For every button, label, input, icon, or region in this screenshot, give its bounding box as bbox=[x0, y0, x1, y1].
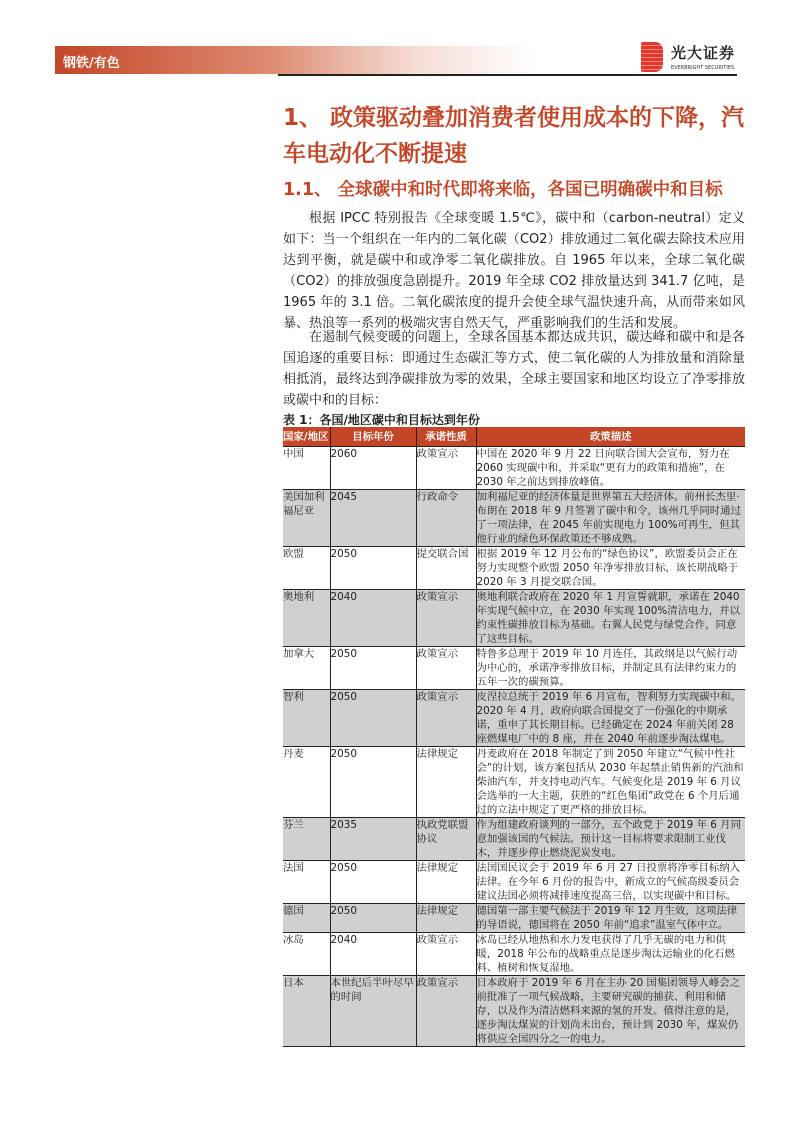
cell-desc: 德国第一部主要气候法于 2019 年 12 月生效，这项法律的导语说，德国将在 2050 年前“追求”温室气体中立。 bbox=[476, 904, 745, 933]
cell-year: 2045 bbox=[330, 490, 416, 547]
table-row bbox=[283, 976, 745, 1047]
cell-nature: 政策宣示 bbox=[416, 590, 476, 647]
brand-logo bbox=[641, 42, 735, 72]
table-row bbox=[283, 861, 745, 904]
cell-country: 加拿大 bbox=[283, 647, 330, 690]
carbon-neutral-table bbox=[283, 427, 745, 1047]
cell-country: 欧盟 bbox=[283, 547, 330, 590]
table-row bbox=[283, 490, 745, 547]
cell-country: 德国 bbox=[283, 904, 330, 933]
cell-country: 冰岛 bbox=[283, 933, 330, 976]
section-header-bar bbox=[55, 46, 535, 74]
cell-nature: 法律规定 bbox=[416, 904, 476, 933]
section-title: 1.1、 全球碳中和时代即将来临，各国已明确碳中和目标 bbox=[283, 180, 723, 200]
cell-desc: 冰岛已经从地热和水力发电获得了几乎无碳的电力和供暖，2018 年公布的战略重点是逐步淘汰运输业的化石燃料、植树和恢复湿地。 bbox=[476, 934, 735, 974]
cell-country: 芬兰 bbox=[283, 818, 330, 861]
cell-country: 法国 bbox=[283, 861, 330, 904]
cell-country: 美国加利福尼亚 bbox=[283, 490, 330, 547]
cell-nature: 政策宣示 bbox=[416, 933, 476, 976]
column-header: 承诺性质 bbox=[416, 427, 476, 447]
cell-desc: 特鲁多总理于 2019 年 10 月连任，其政纲是以气候行动为中心的，承诺净零排放目标，并制定具有法律约束力的五年一次的碳预算。 bbox=[476, 648, 738, 688]
cell-nature: 政策宣示 bbox=[416, 647, 476, 690]
column-header: 国家/地区 bbox=[283, 427, 330, 447]
cell-desc: 根据 2019 年 12 月公布的“绿色协议”，欧盟委员会正在努力实现整个欧盟 2050 年净零排放目标，该长期战略于 2020 年 3 月提交联合国。 bbox=[476, 548, 739, 588]
paragraph: 在遏制气候变暖的问题上，全球各国基本都达成共识，碳达峰和碳中和是各国追逐的重要目标：即通过生态碳汇等方式，使二氧化碳的人为排放量和消除量相抵消，最终达到净碳排放为零的效果，全球主要国家和地区均设立了净零排放或碳中和的目标： bbox=[283, 330, 745, 408]
logo-mark-icon bbox=[641, 42, 663, 72]
table-caption: 表 1：各国/地区碳中和目标达到年份 bbox=[283, 413, 480, 427]
cell-year: 2050 bbox=[330, 747, 416, 818]
table-row bbox=[283, 647, 745, 690]
table-row bbox=[283, 747, 745, 818]
cell-nature: 政策宣示 bbox=[416, 976, 476, 1047]
cell-year: 2060 bbox=[330, 447, 416, 490]
table-row bbox=[283, 690, 745, 747]
cell-nature: 政策宣示 bbox=[416, 690, 476, 747]
cell-country: 奥地利 bbox=[283, 590, 330, 647]
table-row bbox=[283, 447, 745, 490]
cell-desc: 中国在 2020 年 9 月 22 日向联合国大会宣布，努力在 2060 实现碳中和，并采取“更有力的政策和措施”，在 2030 年之前达到排放峰值。 bbox=[476, 448, 730, 488]
cell-nature: 提交联合国 bbox=[416, 547, 476, 590]
table-row bbox=[283, 590, 745, 647]
cell-desc: 奥地利联合政府在 2020 年 1 月宣誓就职，承诺在 2040 年实现气候中立，在 2030 年实现 100%清洁电力，并以约束性碳排放目标为基础。右翼人民党与绿党合作，同意了这些目标。 bbox=[476, 590, 745, 647]
cell-desc: 皮涅拉总统于 2019 年 6 月宣布，智利努力实现碳中和。2020 年 4 月，政府向联合国提交了一份强化的中期承诺，重申了其长期目标。已经确定在 2024 年前关闭 28 座燃煤电厂中的 8 座，并在 2040 年前逐步淘汰煤电。 bbox=[476, 690, 745, 747]
paragraph: 根据 IPCC 特别报告《全球变暖 1.5℃》，碳中和（carbon-neutral）定义如下：当一个组织在一年内的二氧化碳（CO2）排放通过二氧化碳去除技术应用达到平衡，就是碳中和或净零二氧化碳排放。自 1965 年以来，全球二氧化碳（CO2）的排放强度急剧提升。2019 年全球 CO2 排放量达到 341.7 亿吨，是 1965 年的 3.1 倍。二氧化碳浓度的提升会使全球气温快速升高，从而带来如风暴、热浪等一系列的极端灾害自然天气，严重影响我们的生活和发展。 bbox=[283, 211, 745, 331]
cell-year: 2050 bbox=[330, 690, 416, 747]
cell-year: 2040 bbox=[330, 933, 416, 976]
cell-nature: 法律规定 bbox=[416, 861, 476, 904]
cell-year: 2050 bbox=[330, 861, 416, 904]
table-row bbox=[283, 904, 745, 933]
cell-country: 日本 bbox=[283, 976, 330, 1047]
cell-desc: 加利福尼亚的经济体量是世界第五大经济体。前州长杰里·布朗在 2018 年 9 月签署了碳中和令，该州几乎同时通过了一项法律，在 2045 年前实现电力 100%可再生，但其他行业的绿色环保政策还不够成熟。 bbox=[476, 490, 745, 547]
header-divider bbox=[278, 74, 737, 76]
cell-country: 中国 bbox=[283, 447, 330, 490]
cell-year: 2040 bbox=[330, 590, 416, 647]
chapter-title: 1、 政策驱动叠加消费者使用成本的下降，汽车电动化不断提速 bbox=[283, 105, 745, 167]
cell-year: 2050 bbox=[330, 647, 416, 690]
cell-desc: 作为组建政府谈判的一部分，五个政党于 2019 年 6 月同意加强该国的气候法。预计这一目标将要求限制工业伐木，并逐步停止燃烧泥炭发电。 bbox=[476, 818, 745, 861]
column-header: 政策描述 bbox=[476, 427, 745, 447]
table-row bbox=[283, 933, 745, 976]
cell-year: 2050 bbox=[330, 547, 416, 590]
cell-desc: 日本政府于 2019 年 6 月在主办 20 国集团领导人峰会之前批准了一项气候战略，主要研究碳的捕获、利用和储存，以及作为清洁燃料来源的氢的开发。值得注意的是，逐步淘汰煤炭的计划尚未出台，预计到 2030 年，煤炭仍将供应全国四分之一的电力。 bbox=[476, 976, 745, 1047]
cell-year: 2035 bbox=[330, 818, 416, 861]
cell-nature: 执政党联盟协议 bbox=[416, 818, 476, 861]
cell-nature: 政策宣示 bbox=[416, 447, 476, 490]
cell-desc: 丹麦政府在 2018 年制定了到 2050 年建立“气候中性社会”的计划，该方案包括从 2030 年起禁止销售新的汽油和柴油汽车，并支持电动汽车。气候变化是 2019 年 6 月议会选举的一大主题，获胜的“红色集团”政党在 6 个月后通过的立法中规定了更严格的排放目标。 bbox=[476, 748, 744, 816]
brand-name-en: EVERBRIGHT SECURITIES bbox=[671, 65, 735, 71]
table-row bbox=[283, 818, 745, 861]
cell-year: 2050 bbox=[330, 904, 416, 933]
section-label: 钢铁/有色 bbox=[63, 56, 120, 71]
cell-country: 丹麦 bbox=[283, 747, 330, 818]
cell-year: 本世纪后半叶尽早的时间 bbox=[330, 976, 416, 1047]
cell-desc: 法国国民议会于 2019 年 6 月 27 日投票将净零目标纳入法律。在今年 6 月份的报告中，新成立的气候高级委员会建议法国必须将减排速度提高三倍，以实现碳中和目标。 bbox=[476, 862, 741, 902]
cell-nature: 行政命令 bbox=[416, 490, 476, 547]
brand-name: 光大证券 bbox=[671, 44, 736, 62]
column-header: 目标年份 bbox=[330, 427, 416, 447]
cell-country: 智利 bbox=[283, 690, 330, 747]
cell-nature: 法律规定 bbox=[416, 747, 476, 818]
table-row bbox=[283, 547, 745, 590]
